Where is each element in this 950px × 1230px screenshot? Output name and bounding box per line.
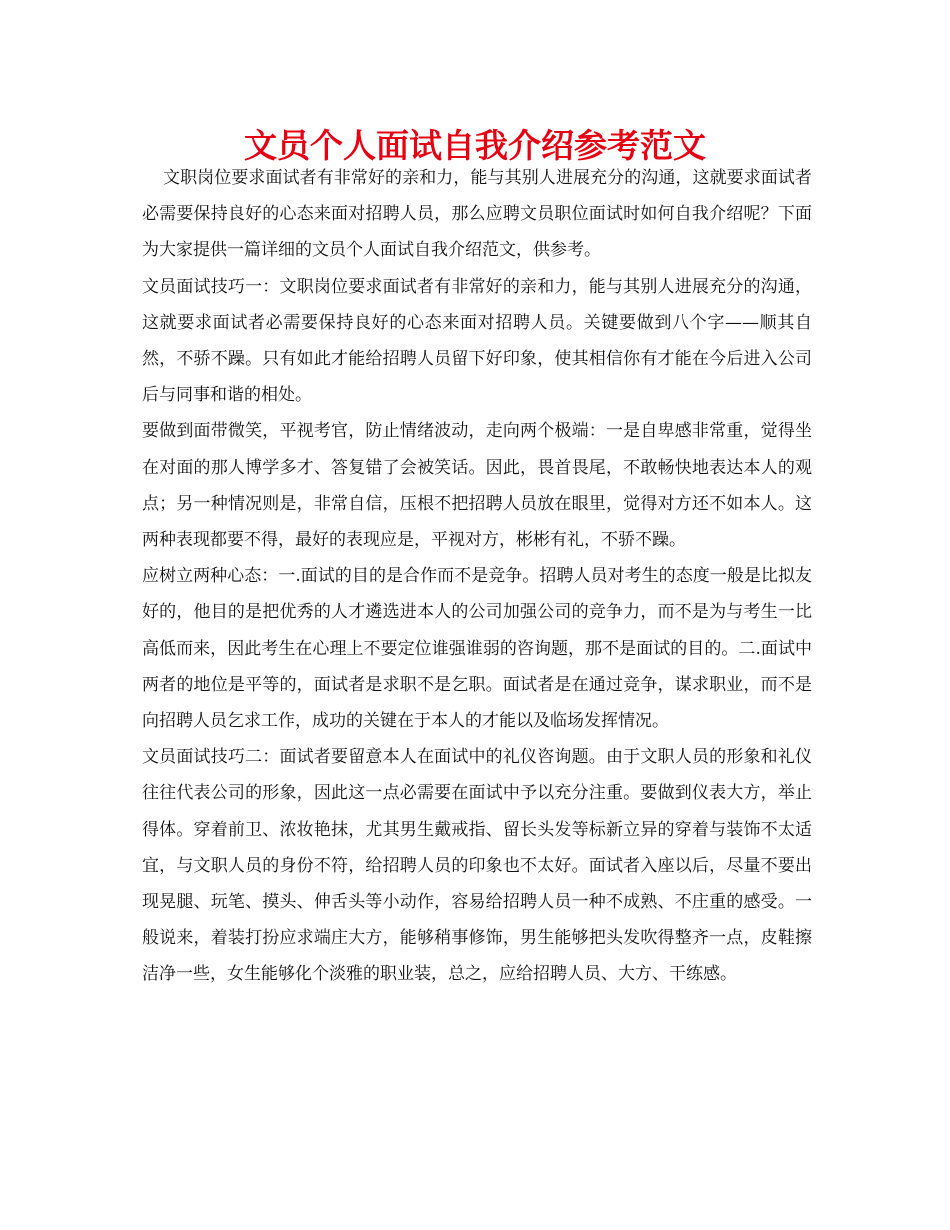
page-title: 文员个人面试自我介绍参考范文 bbox=[244, 126, 706, 165]
paragraph-mindset: 应树立两种心态：一.面试的目的是合作而不是竞争。招聘人员对考生的态度一般是比拟友好的，他目的是把优秀的人才遴选进本人的公司加强公司的竞争力，而不是为与考生一比高低而来，因此考生在心理上不要定位谁强谁弱的咨询题，那不是面试的目的。二.面试中两者的地位是平等的，面试者是求职不是乞职。面试者是在通过竞争，谋求职业，而不是向招聘人员乞求工作，成功的关键在于本人的才能以及临场发挥情况。 bbox=[142, 566, 812, 732]
article-body bbox=[142, 160, 812, 993]
paragraph-smile: 要做到面带微笑，平视考官，防止情绪波动，走向两个极端：一是自卑感非常重，觉得坐在对面的那人博学多才、答复错了会被笑话。因此，畏首畏尾，不敢畅快地表达本人的观点；另一种情况则是，非常自信，压根不把招聘人员放在眼里，觉得对方还不如本人。这两种表现都要不得，最好的表现应是，平视对方，彬彬有礼，不骄不躁。 bbox=[142, 421, 812, 551]
paragraph-tip-two: 文员面试技巧二：面试者要留意本人在面试中的礼仪咨询题。由于文职人员的形象和礼仪往往代表公司的形象，因此这一点必需要在面试中予以充分注重。要做到仪表大方，举止得体。穿着前卫、浓妆艳抹，尤其男生戴戒指、留长头发等标新立异的穿着与装饰不太适宜，与文职人员的身份不符，给招聘人员的印象也不太好。面试者入座以后，尽量不要出现晃腿、玩笔、摸头、伸舌头等小动作，容易给招聘人员一种不成熟、不庄重的感受。一般说来，着装打扮应求端庄大方，能够稍事修饰，男生能够把头发吹得整齐一点，皮鞋擦洁净一些，女生能够化个淡雅的职业装，总之，应给招聘人员、大方、干练感。 bbox=[142, 747, 812, 985]
paragraph-tip-one: 文员面试技巧一：文职岗位要求面试者有非常好的亲和力，能与其别人进展充分的沟通，这就要求面试者必需要保持良好的心态来面对招聘人员。关键要做到八个字——顺其自然，不骄不躁。只有如此才能给招聘人员留下好印象，使其相信你有才能在今后进入公司后与同事和谐的相处。 bbox=[142, 276, 812, 406]
paragraph-intro: 文职岗位要求面试者有非常好的亲和力，能与其别人进展充分的沟通，这就要求面试者必需要保持良好的心态来面对招聘人员，那么应聘文员职位面试时如何自我介绍呢？下面为大家提供一篇详细的文员个人面试自我介绍范文，供参考。 bbox=[142, 168, 812, 261]
